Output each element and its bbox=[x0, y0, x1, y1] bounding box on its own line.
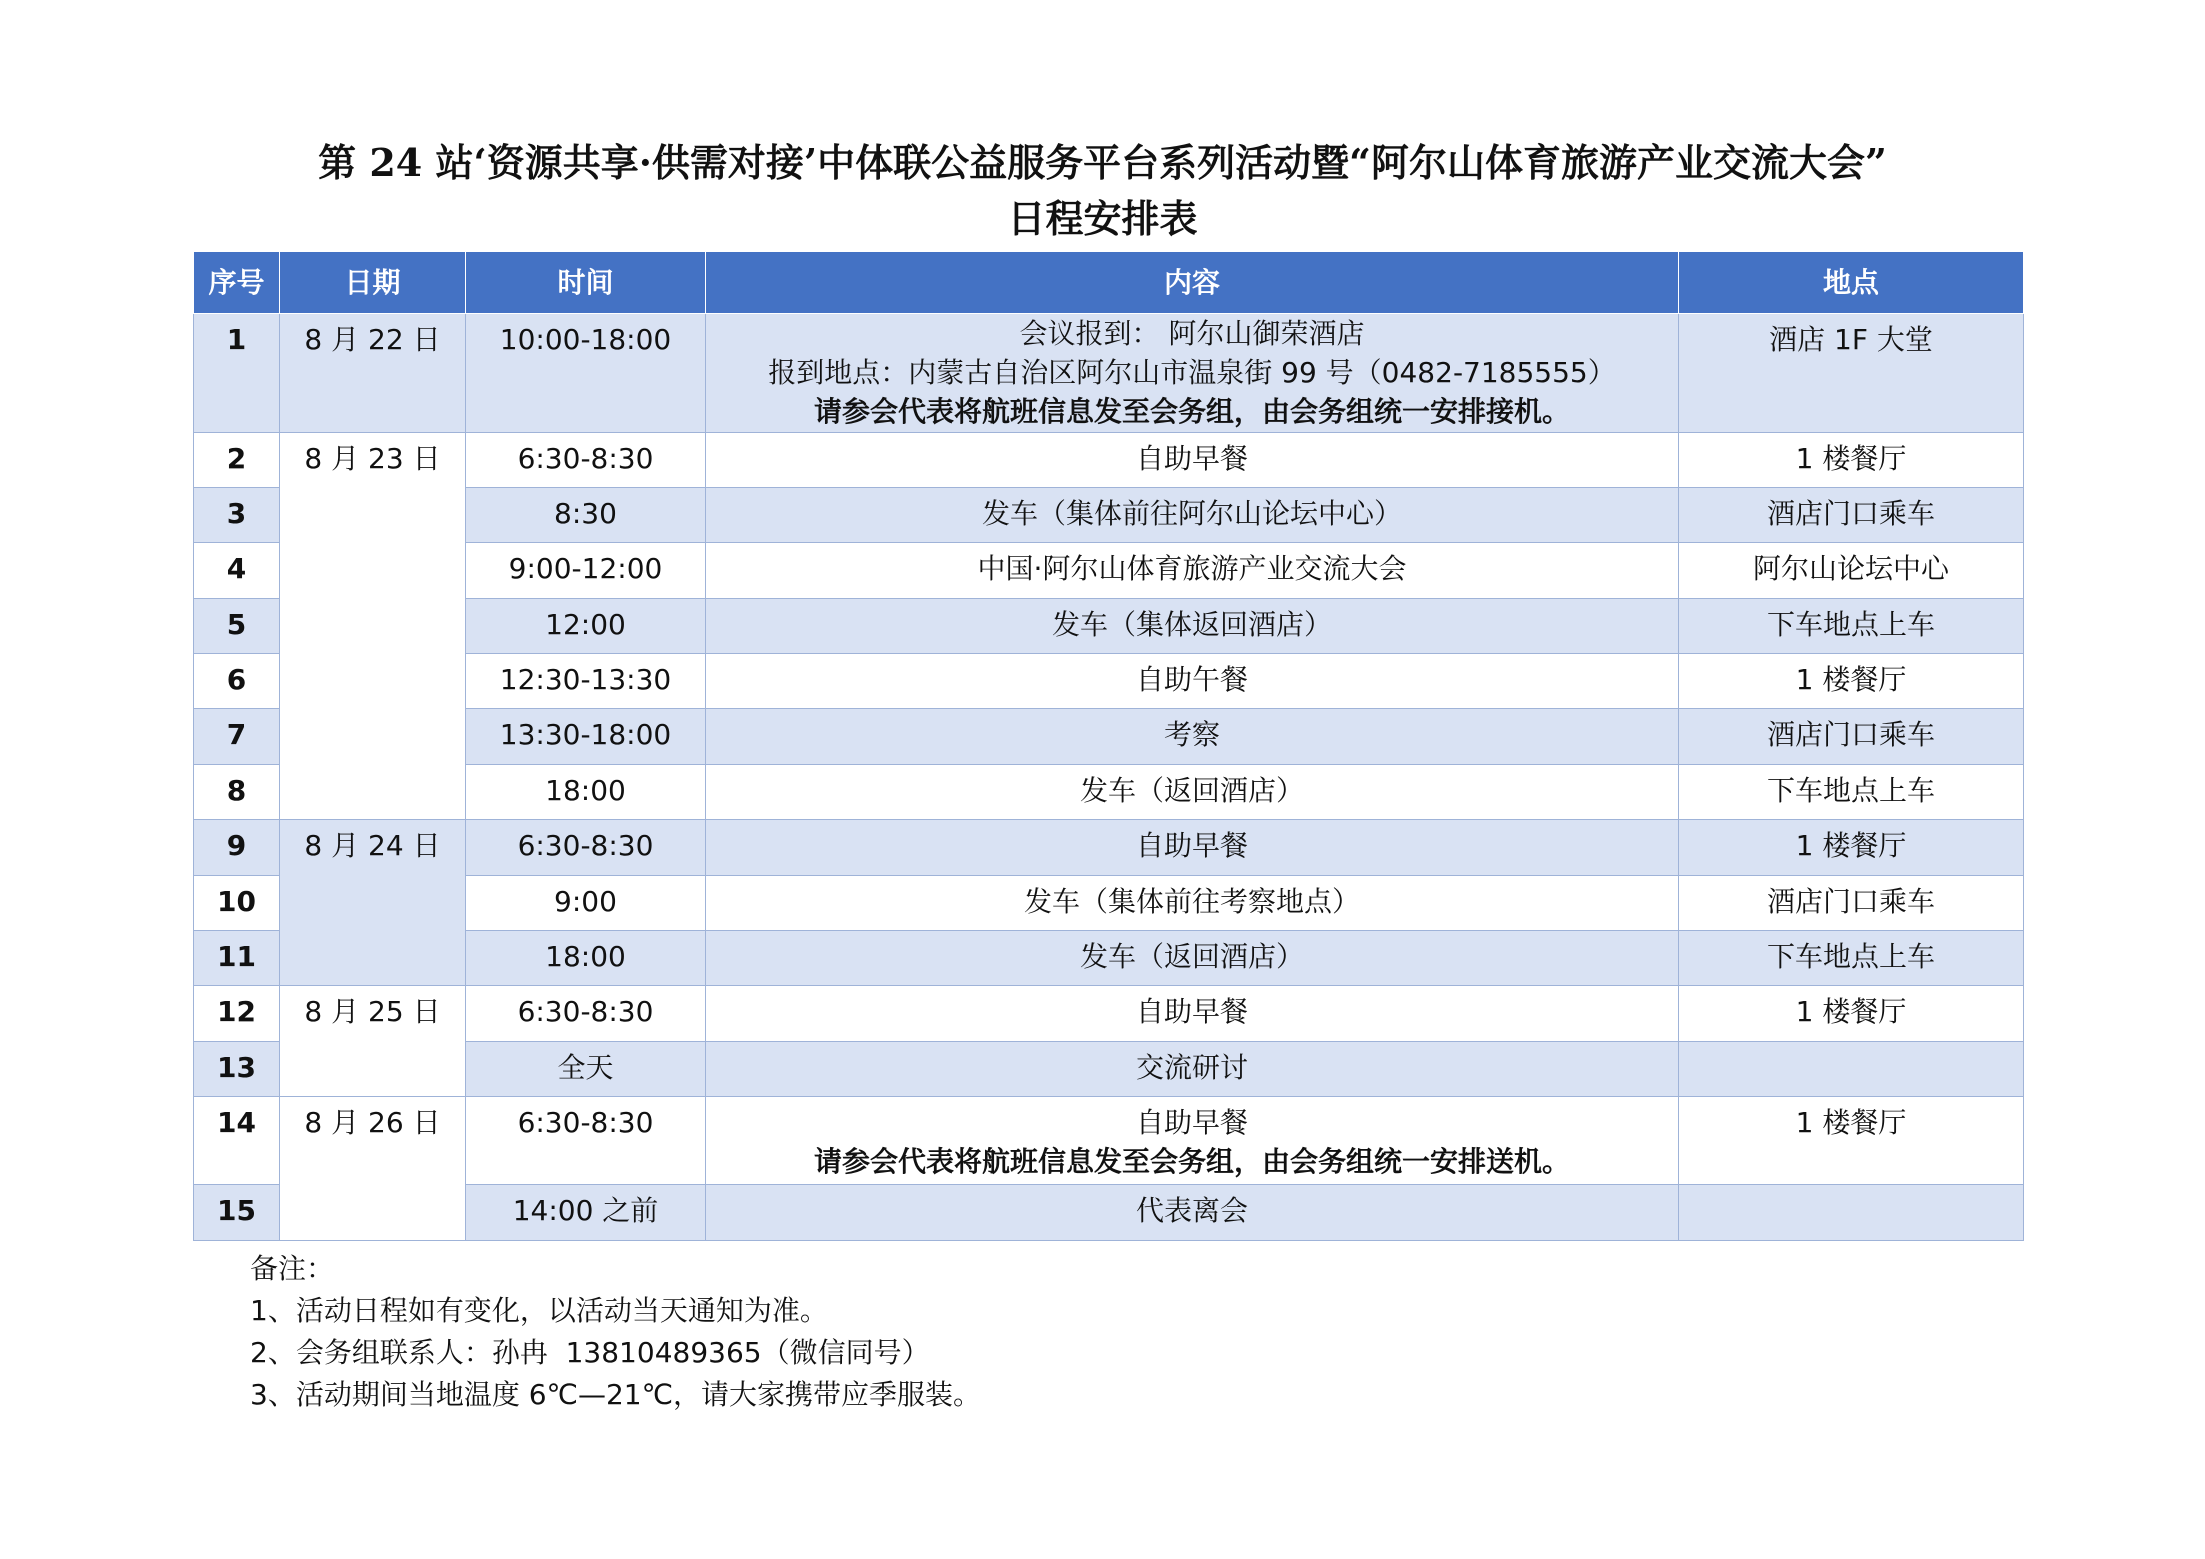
cell-location: 下车地点上车 bbox=[1679, 764, 2024, 819]
table-row bbox=[194, 1185, 2024, 1241]
content-line: 会议报到： 阿尔山御荣酒店 bbox=[1019, 317, 1365, 350]
cell-content bbox=[706, 1096, 1679, 1185]
cell-content: 代表离会 bbox=[706, 1185, 1679, 1241]
table-row bbox=[194, 598, 2024, 653]
cell-content: 发车（集体返回酒店） bbox=[706, 598, 1679, 653]
cell-time: 6:30-8:30 bbox=[466, 432, 706, 487]
cell-seq: 1 bbox=[194, 314, 280, 433]
cell-seq: 7 bbox=[194, 709, 280, 764]
content-line: 自助早餐 bbox=[1135, 1105, 1248, 1139]
table-row bbox=[194, 314, 2024, 433]
cell-time: 6:30-8:30 bbox=[466, 1096, 706, 1185]
document-title: 第 24 站‘资源共享·供需对接’中体联公益服务平台系列活动暨“阿尔山体育旅游产业交流大会” bbox=[318, 140, 1887, 185]
cell-content: 考察 bbox=[706, 709, 1679, 764]
table-row bbox=[194, 930, 2024, 985]
cell-time: 6:30-8:30 bbox=[466, 986, 706, 1041]
header-location: 地点 bbox=[1679, 252, 2024, 314]
cell-location bbox=[1679, 1185, 2024, 1241]
table-row bbox=[194, 1041, 2024, 1096]
table-row bbox=[194, 820, 2024, 875]
cell-location: 酒店 1F 大堂 bbox=[1679, 314, 2024, 433]
table-row bbox=[194, 432, 2024, 487]
cell-location: 酒店门口乘车 bbox=[1679, 488, 2024, 543]
table-row bbox=[194, 764, 2024, 819]
cell-content: 自助早餐 bbox=[706, 432, 1679, 487]
cell-date: 8 月 23 日 bbox=[280, 432, 466, 819]
cell-date: 8 月 22 日 bbox=[280, 314, 466, 433]
header-date: 日期 bbox=[280, 252, 466, 314]
cell-content: 交流研讨 bbox=[706, 1041, 1679, 1096]
table-row bbox=[194, 1096, 2024, 1185]
cell-seq: 12 bbox=[194, 986, 280, 1041]
cell-time: 18:00 bbox=[466, 930, 706, 985]
table-row bbox=[194, 488, 2024, 543]
content-note: 请参会代表将航班信息发至会务组，由会务组统一安排接机。 bbox=[813, 395, 1570, 428]
cell-time: 全天 bbox=[466, 1041, 706, 1096]
cell-seq: 3 bbox=[194, 488, 280, 543]
cell-seq: 11 bbox=[194, 930, 280, 985]
cell-seq: 13 bbox=[194, 1041, 280, 1096]
cell-content bbox=[706, 314, 1679, 433]
cell-location: 1 楼餐厅 bbox=[1679, 986, 2024, 1041]
cell-location: 下车地点上车 bbox=[1679, 598, 2024, 653]
cell-time: 12:00 bbox=[466, 598, 706, 653]
cell-time: 9:00 bbox=[466, 875, 706, 930]
cell-seq: 8 bbox=[194, 764, 280, 819]
cell-time: 10:00-18:00 bbox=[466, 314, 706, 433]
cell-seq: 9 bbox=[194, 820, 280, 875]
cell-content: 自助早餐 bbox=[706, 986, 1679, 1041]
header-time: 时间 bbox=[466, 252, 706, 314]
cell-seq: 6 bbox=[194, 654, 280, 709]
notes-section bbox=[250, 1248, 981, 1416]
cell-location: 1 楼餐厅 bbox=[1679, 820, 2024, 875]
table-row bbox=[194, 654, 2024, 709]
table-row bbox=[194, 875, 2024, 930]
cell-content: 自助午餐 bbox=[706, 654, 1679, 709]
table-row bbox=[194, 543, 2024, 598]
cell-seq: 15 bbox=[194, 1185, 280, 1241]
table-header-row bbox=[194, 252, 2024, 314]
cell-seq: 5 bbox=[194, 598, 280, 653]
cell-time: 13:30-18:00 bbox=[466, 709, 706, 764]
cell-seq: 4 bbox=[194, 543, 280, 598]
cell-content: 发车（集体前往考察地点） bbox=[706, 875, 1679, 930]
cell-date: 8 月 26 日 bbox=[280, 1096, 466, 1240]
table-row bbox=[194, 986, 2024, 1041]
table-row bbox=[194, 709, 2024, 764]
cell-date: 8 月 25 日 bbox=[280, 986, 466, 1097]
cell-date: 8 月 24 日 bbox=[280, 820, 466, 986]
cell-location: 酒店门口乘车 bbox=[1679, 875, 2024, 930]
cell-location: 1 楼餐厅 bbox=[1679, 1096, 2024, 1185]
cell-time: 14:00 之前 bbox=[466, 1185, 706, 1241]
notes-item: 1、活动日程如有变化，以活动当天通知为准。 bbox=[250, 1294, 828, 1327]
cell-location bbox=[1679, 1041, 2024, 1096]
cell-content: 发车（返回酒店） bbox=[706, 930, 1679, 985]
cell-content: 中国·阿尔山体育旅游产业交流大会 bbox=[706, 543, 1679, 598]
cell-location: 下车地点上车 bbox=[1679, 930, 2024, 985]
header-content: 内容 bbox=[706, 252, 1679, 314]
cell-content: 发车（集体前往阿尔山论坛中心） bbox=[706, 488, 1679, 543]
cell-time: 8:30 bbox=[466, 488, 706, 543]
cell-location: 1 楼餐厅 bbox=[1679, 654, 2024, 709]
cell-time: 18:00 bbox=[466, 764, 706, 819]
cell-seq: 2 bbox=[194, 432, 280, 487]
notes-item: 3、活动期间当地温度 6℃—21℃，请大家携带应季服装。 bbox=[250, 1378, 982, 1411]
content-note: 请参会代表将航班信息发至会务组，由会务组统一安排送机。 bbox=[813, 1144, 1570, 1178]
content-line: 报到地点：内蒙古自治区阿尔山市温泉街 99 号（0482-7185555） bbox=[768, 356, 1616, 389]
cell-time: 12:30-13:30 bbox=[466, 654, 706, 709]
cell-seq: 10 bbox=[194, 875, 280, 930]
notes-item: 2、会务组联系人：孙冉 13810489365（微信同号） bbox=[250, 1336, 930, 1369]
cell-time: 6:30-8:30 bbox=[466, 820, 706, 875]
cell-content: 发车（返回酒店） bbox=[706, 764, 1679, 819]
cell-time: 9:00-12:00 bbox=[466, 543, 706, 598]
cell-location: 阿尔山论坛中心 bbox=[1679, 543, 2024, 598]
cell-seq: 14 bbox=[194, 1096, 280, 1185]
cell-content: 自助早餐 bbox=[706, 820, 1679, 875]
cell-location: 酒店门口乘车 bbox=[1679, 709, 2024, 764]
header-seq: 序号 bbox=[194, 252, 280, 314]
cell-location: 1 楼餐厅 bbox=[1679, 432, 2024, 487]
notes-heading: 备注： bbox=[250, 1252, 335, 1285]
document-subtitle: 日程安排表 bbox=[1007, 196, 1198, 241]
schedule-table bbox=[193, 251, 2024, 1241]
